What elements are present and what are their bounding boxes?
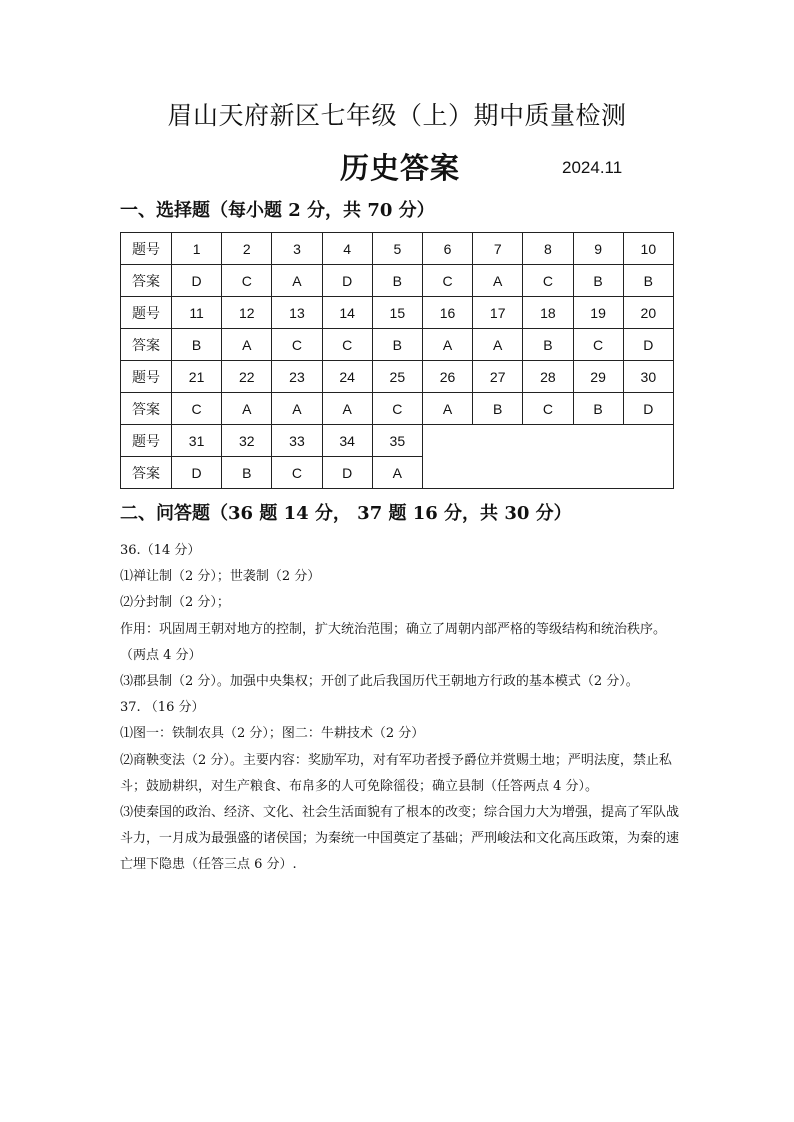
question-number-cell: 1 — [172, 233, 222, 265]
question-number-cell: 12 — [222, 297, 272, 329]
answer-cell: A — [473, 265, 523, 297]
answer-line: ⑴图一：铁制农具（2 分）；图二：牛耕技术（2 分） — [120, 726, 425, 742]
question-number-cell: 23 — [272, 361, 322, 393]
question-number-cell: 24 — [322, 361, 372, 393]
answer-cell: A — [272, 393, 322, 425]
section-heading-questions: 二、问答题（36 题 14 分， 37 题 16 分，共 30 分） — [120, 503, 572, 524]
section-heading-multiple-choice: 一、选择题（每小题 2 分，共 70 分） — [120, 200, 435, 221]
answer-cell: B — [573, 265, 623, 297]
answer-line: ⑴禅让制（2 分）；世袭制（2 分） — [120, 569, 321, 585]
question-label-cell: 题号 — [121, 425, 172, 457]
exam-date: 2024.11 — [562, 158, 623, 177]
answer-cell: A — [222, 393, 272, 425]
answer-cell: C — [422, 265, 472, 297]
answer-cell: B — [172, 329, 222, 361]
answer-cell: B — [573, 393, 623, 425]
answer-cell: C — [322, 329, 372, 361]
empty-cell — [422, 425, 673, 489]
question-number-cell: 17 — [473, 297, 523, 329]
answer-cell: C — [222, 265, 272, 297]
answer-cell: C — [172, 393, 222, 425]
answer-cell: C — [272, 457, 322, 489]
answer-cell: C — [523, 265, 573, 297]
question-number-cell: 4 — [322, 233, 372, 265]
page-subtitle: 历史答案 — [340, 151, 461, 185]
answer-label-cell: 答案 — [121, 329, 172, 361]
answer-cell: D — [623, 393, 673, 425]
answer-cell: A — [222, 329, 272, 361]
answer-label-cell: 答案 — [121, 457, 172, 489]
answer-cell: A — [322, 393, 372, 425]
answer-cell: D — [623, 329, 673, 361]
question-number-cell: 31 — [172, 425, 222, 457]
question-number-cell: 33 — [272, 425, 322, 457]
answer-cell: C — [573, 329, 623, 361]
question-number-cell: 34 — [322, 425, 372, 457]
question-number-cell: 35 — [372, 425, 422, 457]
question-number-cell: 10 — [623, 233, 673, 265]
question-number-cell: 7 — [473, 233, 523, 265]
question-number-cell: 19 — [573, 297, 623, 329]
question-number-cell: 16 — [422, 297, 472, 329]
answer-line: 37. （16 分） — [120, 700, 205, 716]
question-number-cell: 30 — [623, 361, 673, 393]
answer-row — [121, 265, 674, 297]
answer-cell: B — [372, 265, 422, 297]
answer-line: 作用：巩固周王朝对地方的控制，扩大统治范围；确立了周朝内部严格的等级结构和统治秩序。（两点 4 分） — [120, 621, 667, 663]
answer-cell: A — [422, 393, 472, 425]
answer-cell: D — [172, 265, 222, 297]
answer-cell: B — [372, 329, 422, 361]
question-number-cell: 13 — [272, 297, 322, 329]
question-number-row — [121, 297, 674, 329]
question-number-cell: 6 — [422, 233, 472, 265]
answer-label-cell: 答案 — [121, 265, 172, 297]
answer-row — [121, 329, 674, 361]
question-number-row — [121, 361, 674, 393]
answer-cell: D — [172, 457, 222, 489]
answer-line: ⑶郡县制（2 分）。加强中央集权；开创了此后我国历代王朝地方行政的基本模式（2 分）。 — [120, 674, 639, 690]
answer-line: 36.（14 分） — [120, 543, 201, 558]
answer-line: ⑶使秦国的政治、经济、文化、社会生活面貌有了根本的改变；综合国力大为增强，提高了军队战斗力，一月成为最强盛的诸侯国；为秦统一中国奠定了基础；严刑峻法和文化高压政策，为秦的速亡埋下隐患（任答三点 6 分）. — [120, 805, 680, 873]
question-number-cell: 21 — [172, 361, 222, 393]
question-number-cell: 3 — [272, 233, 322, 265]
question-label-cell: 题号 — [121, 361, 172, 393]
question-number-cell: 9 — [573, 233, 623, 265]
answer-cell: B — [623, 265, 673, 297]
answer-cell: D — [322, 265, 372, 297]
answer-cell: C — [272, 329, 322, 361]
answer-cell: A — [272, 265, 322, 297]
answer-cell: A — [372, 457, 422, 489]
answer-line: ⑵商鞅变法（2 分）。主要内容：奖励军功，对有军功者授予爵位并赏赐土地；严明法度，禁止私斗；鼓励耕织，对生产粮食、布帛多的人可免除徭役；确立县制（任答两点 4 分）。 — [120, 752, 672, 794]
question-number-cell: 28 — [523, 361, 573, 393]
answer-cell: B — [222, 457, 272, 489]
question-number-cell: 32 — [222, 425, 272, 457]
question-number-cell: 26 — [422, 361, 472, 393]
answer-line: ⑵分封制（2 分）； — [120, 595, 230, 611]
question-label-cell: 题号 — [121, 233, 172, 265]
answer-cell: D — [322, 457, 372, 489]
question-number-cell: 29 — [573, 361, 623, 393]
answer-cell: A — [473, 329, 523, 361]
question-number-cell: 22 — [222, 361, 272, 393]
question-number-cell: 11 — [172, 297, 222, 329]
answer-cell: B — [473, 393, 523, 425]
question-number-cell: 8 — [523, 233, 573, 265]
answer-cell: C — [523, 393, 573, 425]
answer-cell: B — [523, 329, 573, 361]
answer-table — [120, 232, 674, 489]
question-number-cell: 14 — [322, 297, 372, 329]
question-number-cell: 25 — [372, 361, 422, 393]
question-number-cell: 27 — [473, 361, 523, 393]
question-number-row — [121, 233, 674, 265]
question-number-cell: 5 — [372, 233, 422, 265]
question-number-cell: 18 — [523, 297, 573, 329]
answer-row — [121, 393, 674, 425]
answer-cell: C — [372, 393, 422, 425]
question-number-cell: 2 — [222, 233, 272, 265]
page-title: 眉山天府新区七年级（上）期中质量检测 — [167, 101, 627, 130]
essay-answers — [120, 538, 680, 879]
question-number-cell: 20 — [623, 297, 673, 329]
answer-label-cell: 答案 — [121, 393, 172, 425]
answer-table-body — [121, 233, 674, 489]
question-label-cell: 题号 — [121, 297, 172, 329]
question-number-cell: 15 — [372, 297, 422, 329]
question-number-row — [121, 425, 674, 457]
answer-cell: A — [422, 329, 472, 361]
